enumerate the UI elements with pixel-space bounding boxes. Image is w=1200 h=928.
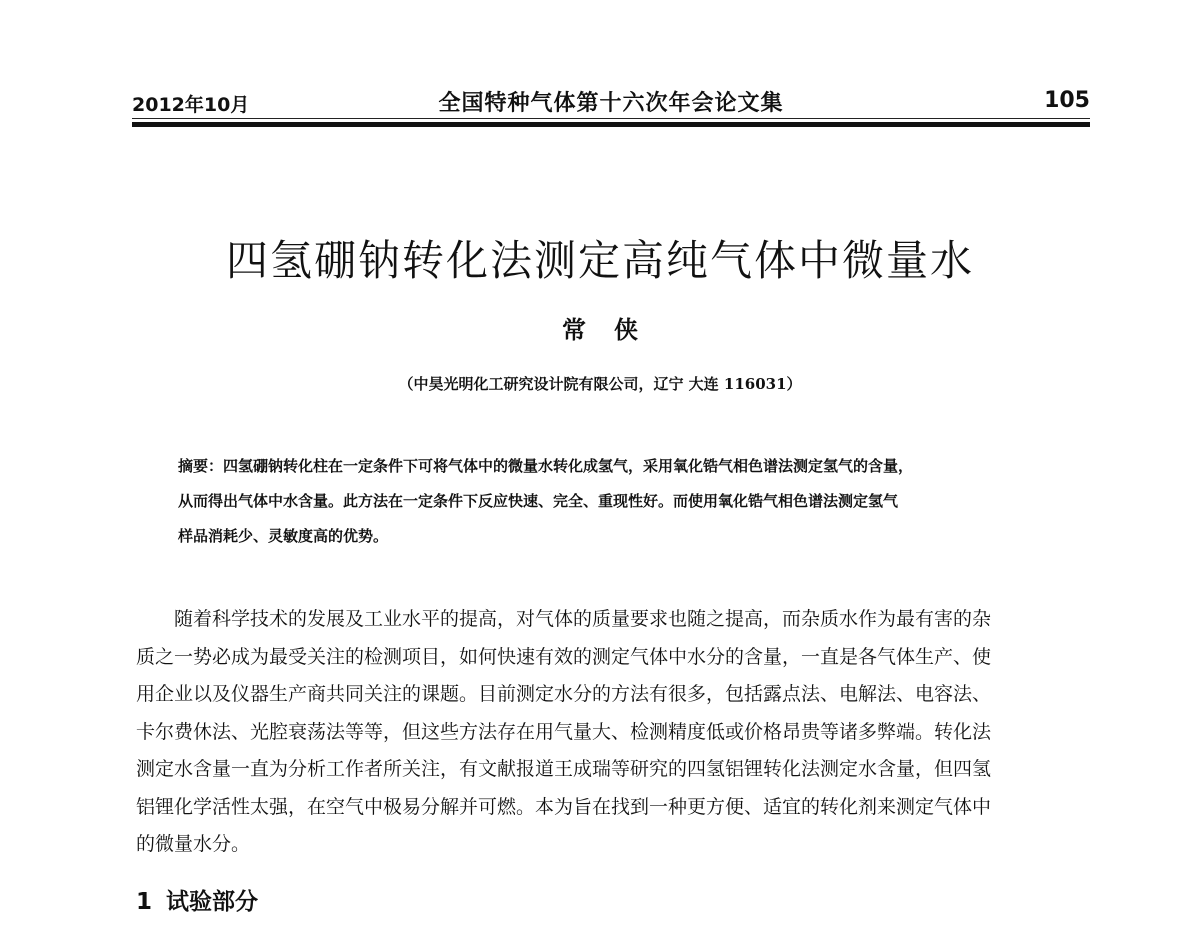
body-line: 用企业以及仪器生产商共同关注的课题。目前测定水分的方法有很多，包括露点法、电解法、电容法、 [136, 683, 992, 705]
body-line: 随着科学技术的发展及工业水平的提高，对气体的质量要求也随之提高，而杂质水作为最有害的杂 [174, 608, 992, 630]
abstract [178, 449, 1058, 554]
body-line: 卡尔费休法、光腔衰荡法等等，但这些方法存在用气量大、检测精度低或价格昂贵等诸多弊端。转化法 [136, 720, 992, 743]
section-title: 试验部分 [166, 889, 259, 915]
section-number: 1 [136, 889, 153, 915]
running-head [132, 86, 1090, 118]
author-name: 常侠 [562, 315, 666, 344]
body-line: 的微量水分。 [136, 833, 251, 855]
body-line: 测定水含量一直为分析工作者所关注，有文献报道王成瑞等研究的四氢铝锂转化法测定水含量，但四氢 [136, 758, 992, 780]
journal-title: 全国特种气体第十六次年会论文集 [438, 91, 784, 116]
abstract-line: 样品消耗少、灵敏度高的优势。 [178, 527, 389, 545]
header-rule-thick [132, 122, 1090, 127]
abstract-line: 摘要：四氢硼钠转化柱在一定条件下可将气体中的微量水转化成氢气，采用氧化锆气相色谱法测定氢气的含量， [178, 457, 914, 475]
page-number: 105 [1044, 88, 1090, 113]
body-line: 质之一势必成为最受关注的检测项目，如何快速有效的测定气体中水分的含量，一直是各气体生产、使 [136, 645, 992, 668]
issue-date: 2012年10月 [132, 94, 250, 116]
body-paragraph [136, 601, 1094, 864]
abstract-line: 从而得出气体中水含量。此方法在一定条件下反应快速、完全、重现性好。而使用氧化锆气相色谱法测定氢气 [178, 492, 899, 510]
section-heading [136, 883, 258, 916]
author-affiliation: （中昊光明化工研究设计院有限公司，辽宁 大连 116031） [398, 375, 802, 393]
article-title: 四氢硼钠转化法测定高纯气体中微量水 [225, 236, 974, 286]
body-line: 铝锂化学活性太强，在空气中极易分解并可燃。本为旨在找到一种更方便、适宜的转化剂来测定气体中 [136, 795, 992, 818]
header-rule-thin [132, 118, 1090, 119]
